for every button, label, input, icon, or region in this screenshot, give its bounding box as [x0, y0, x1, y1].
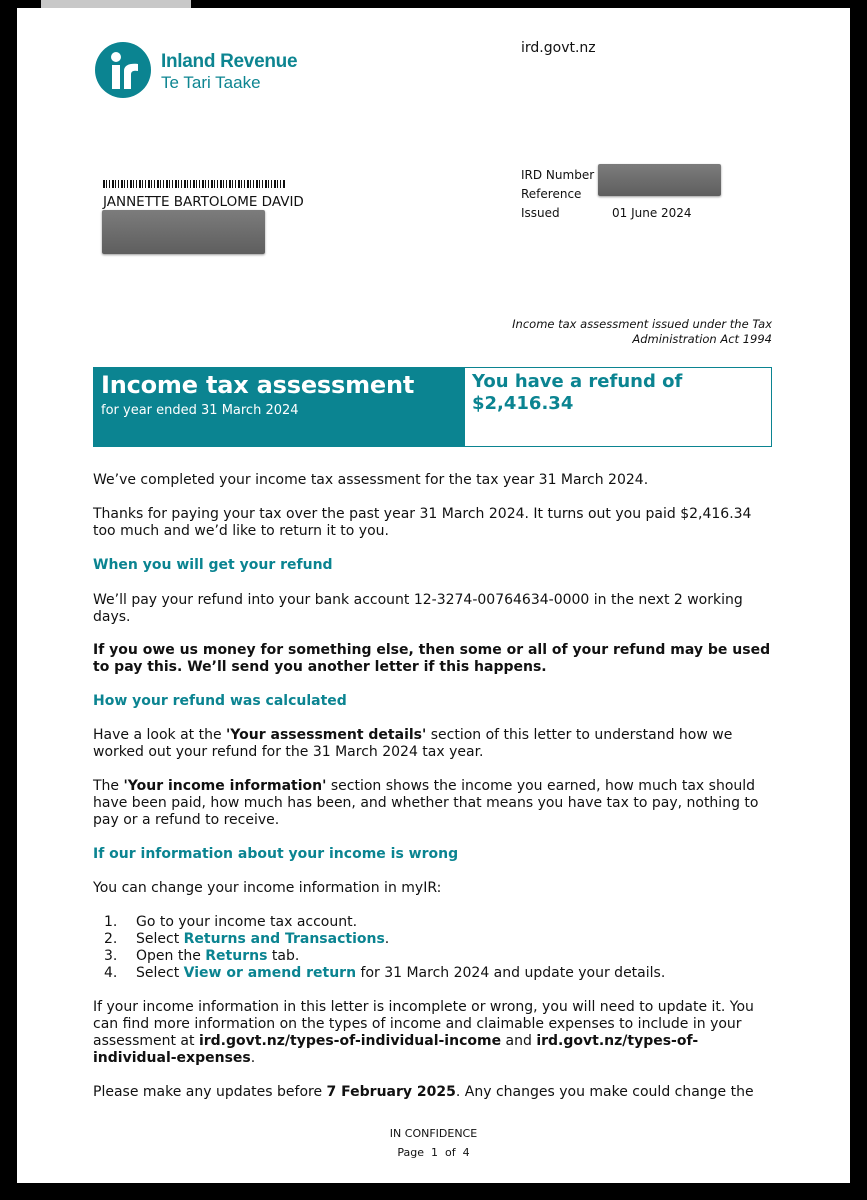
- heading-info-wrong: If our information about your income is wrong: [93, 846, 459, 862]
- list-item: [93, 931, 773, 948]
- paragraph-deadline: [93, 1084, 773, 1101]
- footer-page-number: Page 1 of 4: [397, 1146, 470, 1159]
- income-info-ref: 'Your income information': [123, 778, 327, 794]
- text: Please make any updates before: [93, 1084, 327, 1100]
- paragraph-assessment-details: [93, 727, 773, 761]
- website-link[interactable]: ird.govt.nz: [521, 40, 596, 56]
- issued-label: Issued: [521, 206, 560, 220]
- list-item: [93, 948, 773, 965]
- text: section shows the income you earned, how much tax should have been paid, how much has been, and whether that means you have tax to pay, nothing to pay or a refund to receive.: [93, 778, 759, 828]
- step-text: .: [384, 931, 390, 947]
- refund-summary: [472, 371, 762, 415]
- redacted-address: [102, 210, 265, 254]
- text: section of this letter to understand how we worked out your refund for the 31 March 2024 tax year.: [93, 727, 733, 760]
- paragraph-thanks: Thanks for paying your tax over the past year 31 March 2024. It turns out you paid $2,416.34 too much and we’d like to return it to you.: [93, 506, 752, 539]
- returns-tab-link[interactable]: Returns: [205, 948, 268, 964]
- paragraph-owe-money: If you owe us money for something else, then some or all of your refund may be used to pay this. We’ll send you another letter if this happens.: [93, 642, 771, 675]
- paragraph-update-info: [93, 999, 773, 1067]
- step-text: Select: [136, 965, 184, 981]
- paragraph-income-info: [93, 778, 773, 829]
- step-text: for 31 March 2024 and update your details.: [356, 965, 666, 981]
- text: .: [250, 1050, 256, 1066]
- text: Have a look at the: [93, 727, 227, 743]
- list-item: [93, 914, 773, 931]
- ird-logo: [94, 41, 314, 99]
- step-text: Go to your income tax account.: [136, 914, 358, 930]
- step-text: Select: [136, 931, 184, 947]
- step-text: tab.: [267, 948, 300, 964]
- heading-how-calculated: How your refund was calculated: [93, 693, 347, 709]
- postal-barcode: [103, 180, 285, 188]
- step-number: 2.: [104, 931, 118, 947]
- step-number: 3.: [104, 948, 118, 964]
- paragraph-change-income: You can change your income information in myIR:: [93, 880, 442, 896]
- text: . Any changes you make could change the: [455, 1084, 754, 1100]
- banner-subtitle: for year ended 31 March 2024: [101, 403, 299, 418]
- expenses-types-link[interactable]: ird.govt.nz/types-of-individual-expenses: [93, 1033, 699, 1066]
- recipient-name: JANNETTE BARTOLOME DAVID: [103, 194, 304, 210]
- text: The: [93, 778, 124, 794]
- issued-date: 01 June 2024: [612, 206, 692, 220]
- refund-text: You have a refund of: [472, 371, 683, 392]
- refund-amount: $2,416.34: [472, 393, 574, 414]
- redacted-ird-number: [598, 164, 721, 196]
- act-note: Income tax assessment issued under the Tax Administration Act 1994: [512, 317, 772, 346]
- ird-number-label: IRD Number: [521, 168, 595, 182]
- step-number: 1.: [104, 914, 118, 930]
- org-name: Inland Revenue: [161, 51, 298, 72]
- steps-list: [93, 914, 773, 982]
- assessment-banner: [93, 367, 465, 447]
- step-number: 4.: [104, 965, 118, 981]
- assessment-details-ref: 'Your assessment details': [226, 727, 427, 743]
- text: and: [501, 1033, 537, 1049]
- refund-box: [465, 367, 772, 447]
- deadline-date: 7 February 2025: [326, 1084, 456, 1100]
- reference-label: Reference: [521, 187, 582, 201]
- list-item: [93, 965, 773, 982]
- banner-title: Income tax assessment: [101, 371, 415, 399]
- view-amend-return-link[interactable]: View or amend return: [183, 965, 357, 981]
- org-name-maori: Te Tari Taake: [161, 73, 261, 92]
- text: If your income information in this letter is incomplete or wrong, you will need to update it. You can find more information on the types of income and claimable expenses to include in your assessment at: [93, 999, 754, 1049]
- heading-when-refund: When you will get your refund: [93, 557, 333, 573]
- returns-transactions-link[interactable]: Returns and Transactions: [183, 931, 385, 947]
- income-types-link[interactable]: ird.govt.nz/types-of-individual-income: [198, 1033, 502, 1049]
- step-text: Open the: [136, 948, 206, 964]
- paragraph-bank-account: We’ll pay your refund into your bank account 12-3274-00764634-0000 in the next 2 working days.: [93, 592, 743, 625]
- paragraph-completed: We’ve completed your income tax assessment for the tax year 31 March 2024.: [93, 472, 649, 488]
- ird-logo-icon: [94, 41, 152, 99]
- footer-confidential: IN CONFIDENCE: [389, 1127, 478, 1140]
